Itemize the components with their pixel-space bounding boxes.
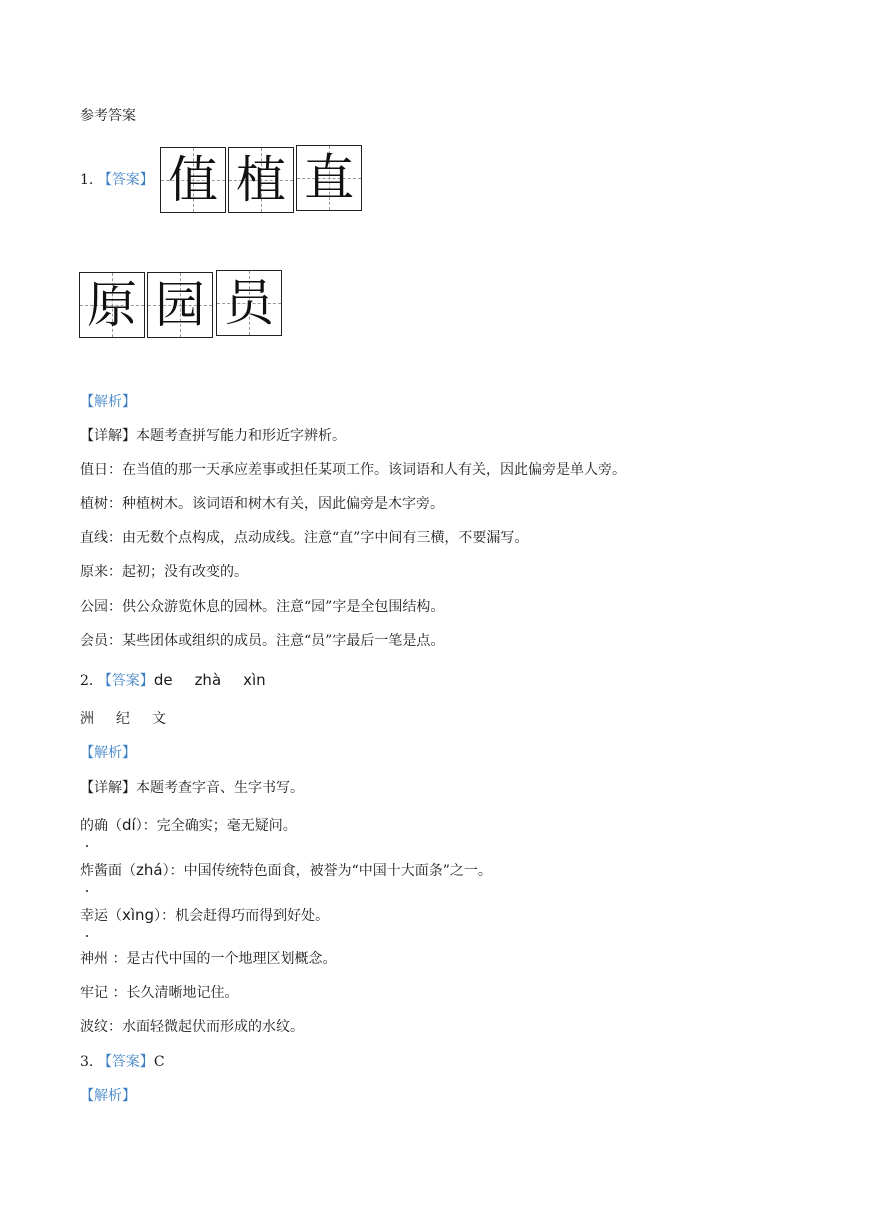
q2-entry: 炸酱面（zhá）：中国传统特色面食，被誉为“中国十大面条”之一。 xyxy=(80,861,492,879)
answer-character: 园 xyxy=(155,276,205,334)
page-title: 参考答案 xyxy=(80,108,136,124)
q1-explanation-line: 公园：供公众游览休息的园林。注意“园”字是全包围结构。 xyxy=(80,599,445,615)
answer-character: 直 xyxy=(304,149,354,207)
q2-entry-pinyin: xìng xyxy=(122,906,155,924)
q2-analysis-tag: 【解析】 xyxy=(80,745,136,761)
tianzige-box xyxy=(216,270,282,336)
q1-detail xyxy=(80,426,346,446)
q2-detail-text: 本题考查字音、生字书写。 xyxy=(136,780,304,796)
emphasis-dot xyxy=(86,845,88,847)
q2-pinyin: zhà xyxy=(194,671,222,689)
emphasis-dot xyxy=(86,935,88,937)
q3-answer-tag: 【答案】 xyxy=(97,1054,154,1070)
q2-character: 洲 xyxy=(80,711,94,727)
q2-entry-pinyin: dí xyxy=(122,816,136,834)
q3-analysis-tag: 【解析】 xyxy=(80,1088,136,1104)
q1-explanation-line: 直线：由无数个点构成，点动成线。注意“直”字中间有三横，不要漏写。 xyxy=(80,530,529,546)
q2-entry: 的确（dí）：完全确实；毫无疑问。 xyxy=(80,816,297,834)
q2-answer-label xyxy=(80,670,266,691)
q1-explanation-line: 原来：起初；没有改变的。 xyxy=(80,564,248,580)
q2-entry-text: ：机会赶得巧而得到好处。 xyxy=(161,908,330,924)
q2-answer-tag: 【答案】 xyxy=(97,673,154,689)
q1-explanation-line: 植树：种植树木。该词语和树木有关，因此偏旁是木字旁。 xyxy=(80,496,444,512)
answer-character: 值 xyxy=(168,151,218,209)
tianzige-box xyxy=(296,145,362,211)
emphasis-dot xyxy=(86,890,88,892)
q1-number: 1. xyxy=(80,172,94,188)
q2-explanation-line: 神州 ：是古代中国的一个地理区划概念。 xyxy=(80,951,337,967)
q2-entry-word: 炸酱面 xyxy=(80,863,122,879)
q3-answer: C xyxy=(153,1054,165,1070)
tianzige-box xyxy=(147,272,213,338)
answer-character: 员 xyxy=(224,274,274,332)
q2-number: 2. xyxy=(80,673,94,689)
q2-character: 纪 xyxy=(116,711,130,727)
q2-explanation-line: 波纹：水面轻微起伏而形成的水纹。 xyxy=(80,1019,304,1035)
q1-explanation-line: 会员：某些团体或组织的成员。注意“员”字最后一笔是点。 xyxy=(80,633,445,649)
q2-entry-pinyin: zhá xyxy=(136,861,163,879)
q1-explanation-line: 值日：在当值的那一天承应差事或担任某项工作。该词语和人有关，因此偏旁是单人旁。 xyxy=(80,462,626,478)
q2-entry: 幸运（xìng）：机会赶得巧而得到好处。 xyxy=(80,906,330,924)
q2-character: 文 xyxy=(152,711,166,727)
q2-entry-text: ：中国传统特色面食，被誉为“中国十大面条”之一。 xyxy=(169,863,492,879)
q1-answer-tag: 【答案】 xyxy=(97,172,154,188)
answer-character: 植 xyxy=(236,151,286,209)
tianzige-box xyxy=(228,147,294,213)
q3-answer-label xyxy=(80,1052,165,1072)
q2-entry-text: ：完全确实；毫无疑问。 xyxy=(142,818,297,834)
q2-entry-word: 幸运 xyxy=(80,908,108,924)
q2-detail xyxy=(80,778,304,798)
q1-answer-label xyxy=(80,170,154,190)
q2-entry-word: 的确 xyxy=(80,818,108,834)
q2-detail-tag: 【详解】 xyxy=(80,780,136,796)
q2-characters xyxy=(80,709,166,729)
q1-detail-text: 本题考查拼写能力和形近字辨析。 xyxy=(136,428,346,444)
tianzige-box xyxy=(79,272,145,338)
q1-analysis-tag: 【解析】 xyxy=(80,394,136,410)
q2-explanation-line: 牢记 ：长久清晰地记住。 xyxy=(80,985,239,1001)
q1-detail-tag: 【详解】 xyxy=(80,428,136,444)
q2-pinyin: xìn xyxy=(243,671,266,689)
answer-character: 原 xyxy=(87,276,137,334)
q2-pinyin: de xyxy=(153,671,173,689)
tianzige-box xyxy=(160,147,226,213)
q3-number: 3. xyxy=(80,1054,94,1070)
